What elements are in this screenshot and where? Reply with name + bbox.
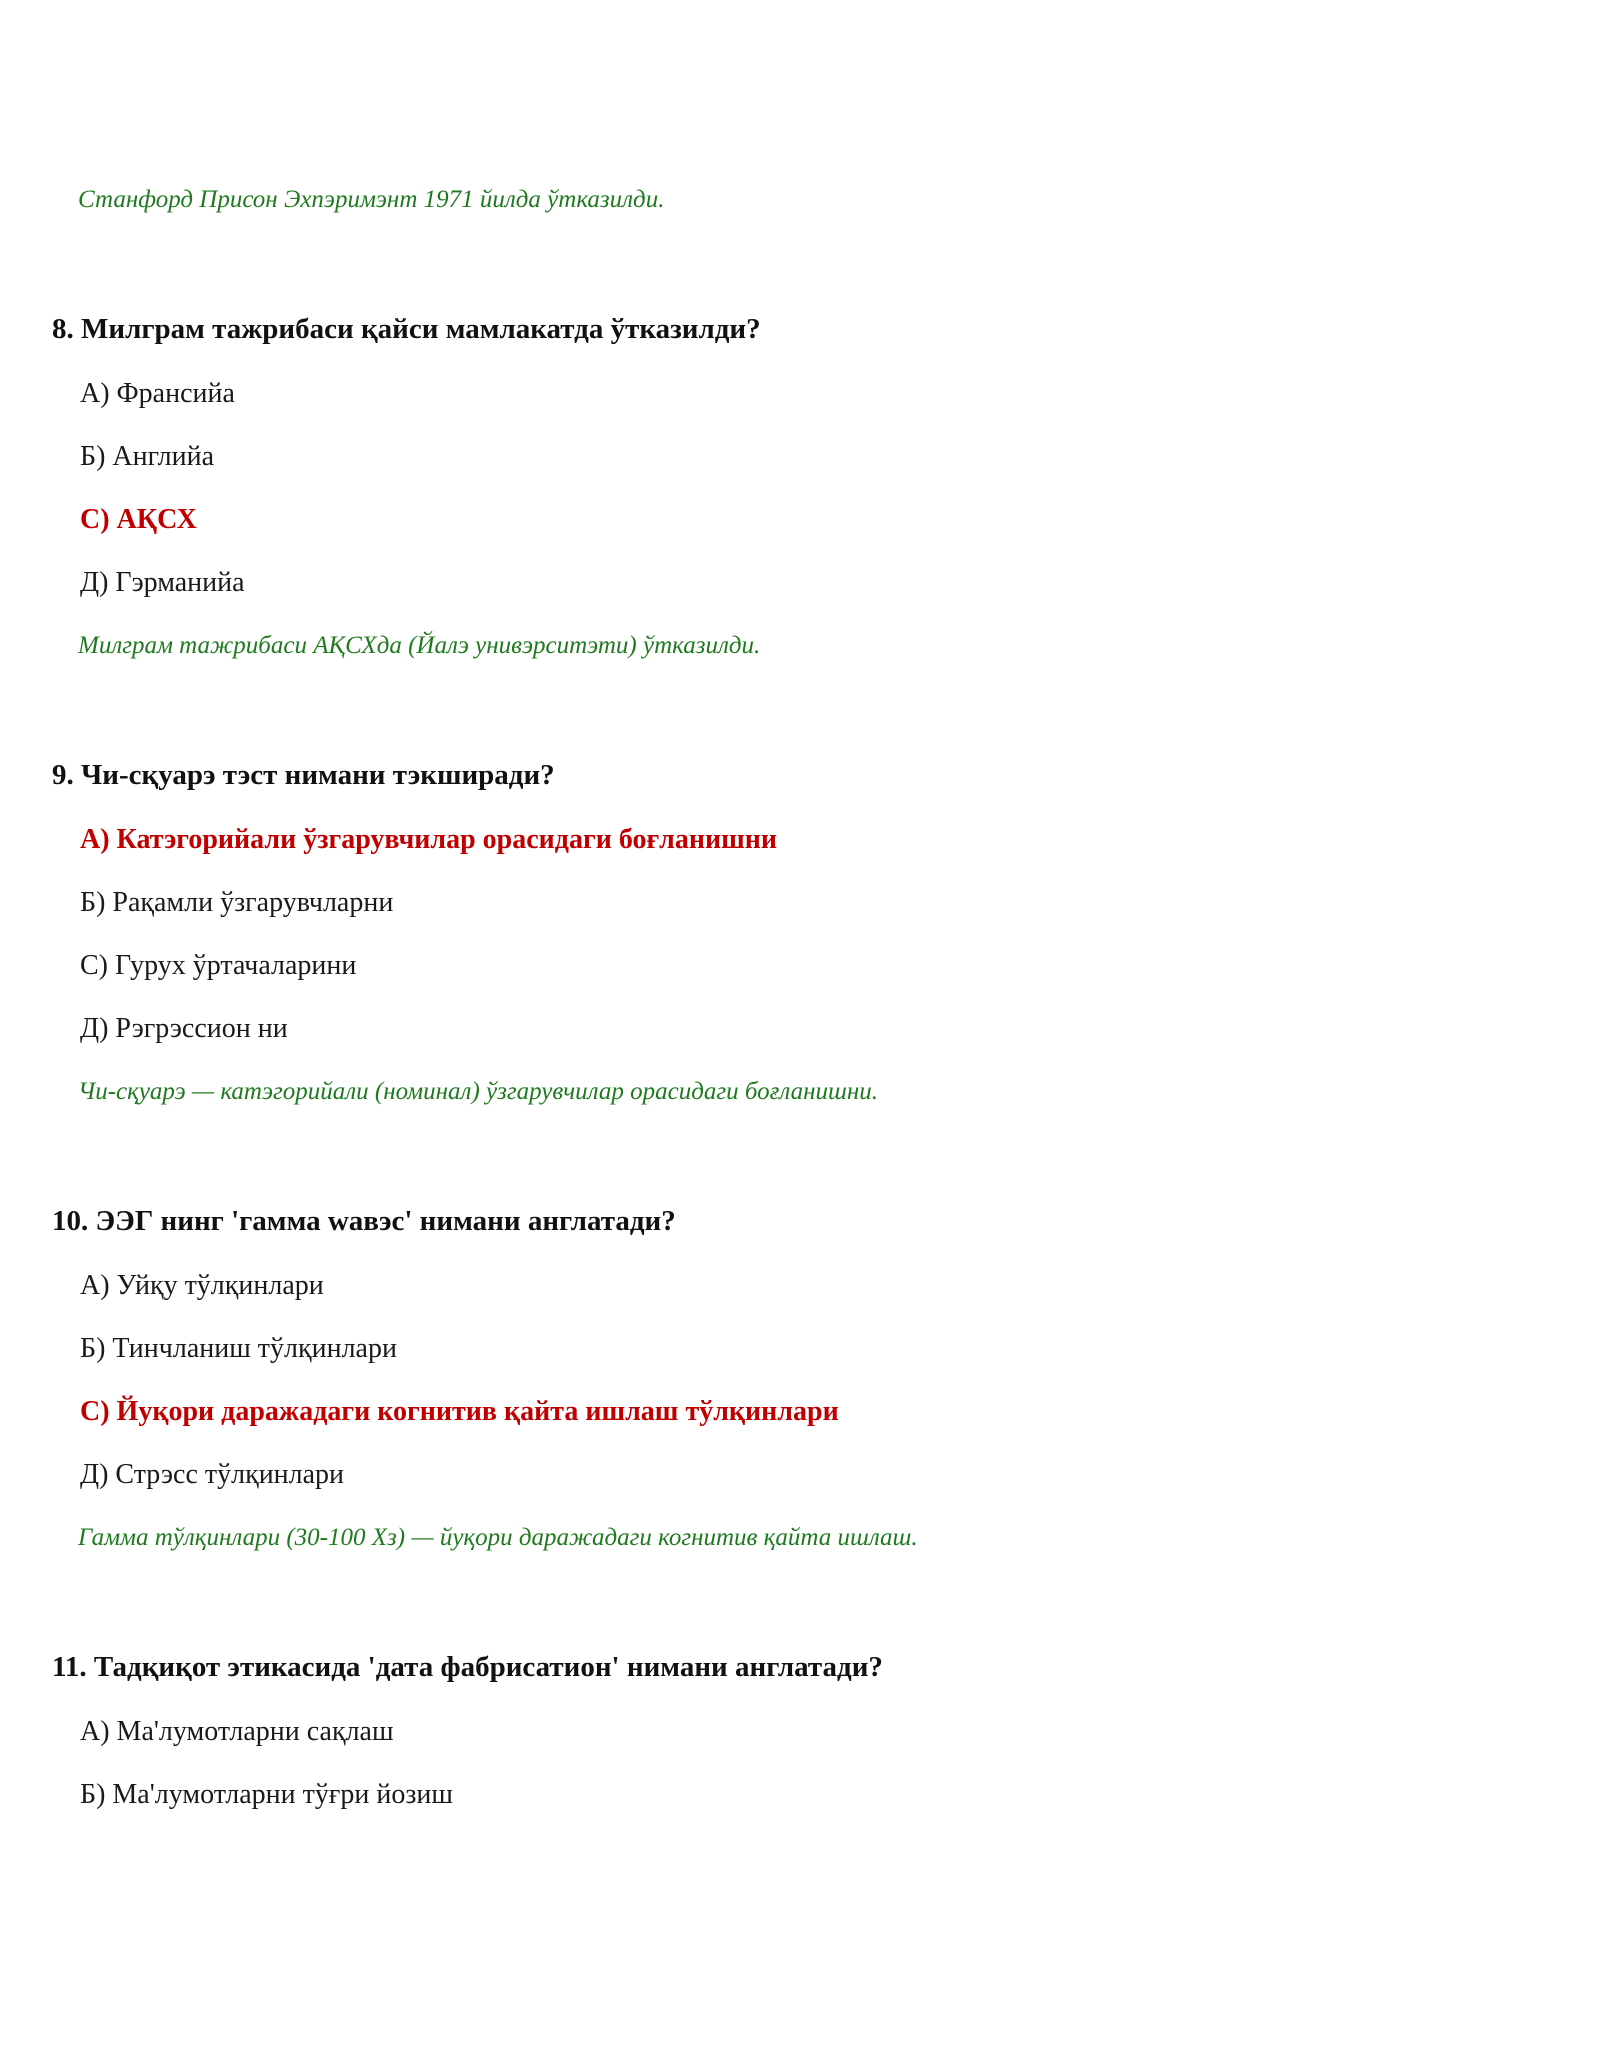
question-11-title: 11. Тадқиқот этикасида 'дата фабрисатион' нимани англатади? bbox=[52, 1651, 883, 1683]
question-8-option-c-correct: С) АҚСХ bbox=[80, 504, 197, 535]
explanation-text: Станфорд Присон Эхпэримэнт 1971 йилда ўтказилди. bbox=[78, 186, 665, 213]
question-8-option-b: Б) Английа bbox=[80, 441, 215, 472]
question-9-option-b: Б) Рақамли ўзгарувчларни bbox=[80, 887, 394, 918]
question-8-explanation: Милграм тажрибаси АҚСХда (Йалэ унивэрситэти) ўтказилди. bbox=[78, 632, 761, 659]
question-10-option-b: Б) Тинчланиш тўлқинлари bbox=[80, 1333, 397, 1364]
question-10-option-d: Д) Стрэсс тўлқинлари bbox=[80, 1459, 345, 1490]
question-8-option-d: Д) Гэрманийа bbox=[80, 567, 245, 598]
question-9-option-c: С) Гурух ўртачаларини bbox=[80, 950, 357, 981]
question-9-option-a-correct: А) Катэгорийали ўзгарувчилар орасидаги боғланишни bbox=[80, 824, 778, 855]
question-9-title: 9. Чи-сқуарэ тэст нимани тэкширади? bbox=[52, 759, 555, 791]
question-10-title: 10. ЭЭГ нинг 'гамма wавэс' нимани англатади? bbox=[52, 1205, 676, 1237]
question-11-option-b: Б) Ма'лумотларни тўғри йозиш bbox=[80, 1779, 453, 1810]
question-10-option-c-correct: С) Йуқори даражадаги когнитив қайта ишлаш тўлқинлари bbox=[80, 1396, 839, 1427]
question-9-option-d: Д) Рэгрэссион ни bbox=[80, 1013, 288, 1044]
question-9-explanation: Чи-сқуарэ — катэгорийали (номинал) ўзгарувчилар орасидаги боғланишни. bbox=[78, 1078, 878, 1105]
question-10-option-a: А) Уйқу тўлқинлари bbox=[80, 1270, 324, 1301]
question-8-option-a: А) Франсийа bbox=[80, 378, 235, 409]
question-8-title: 8. Милграм тажрибаси қайси мамлакатда ўтказилди? bbox=[52, 313, 761, 345]
question-11-option-a: А) Ма'лумотларни сақлаш bbox=[80, 1716, 394, 1747]
question-10-explanation: Гамма тўлқинлари (30-100 Хз) — йуқори даражадаги когнитив қайта ишлаш. bbox=[78, 1524, 918, 1551]
